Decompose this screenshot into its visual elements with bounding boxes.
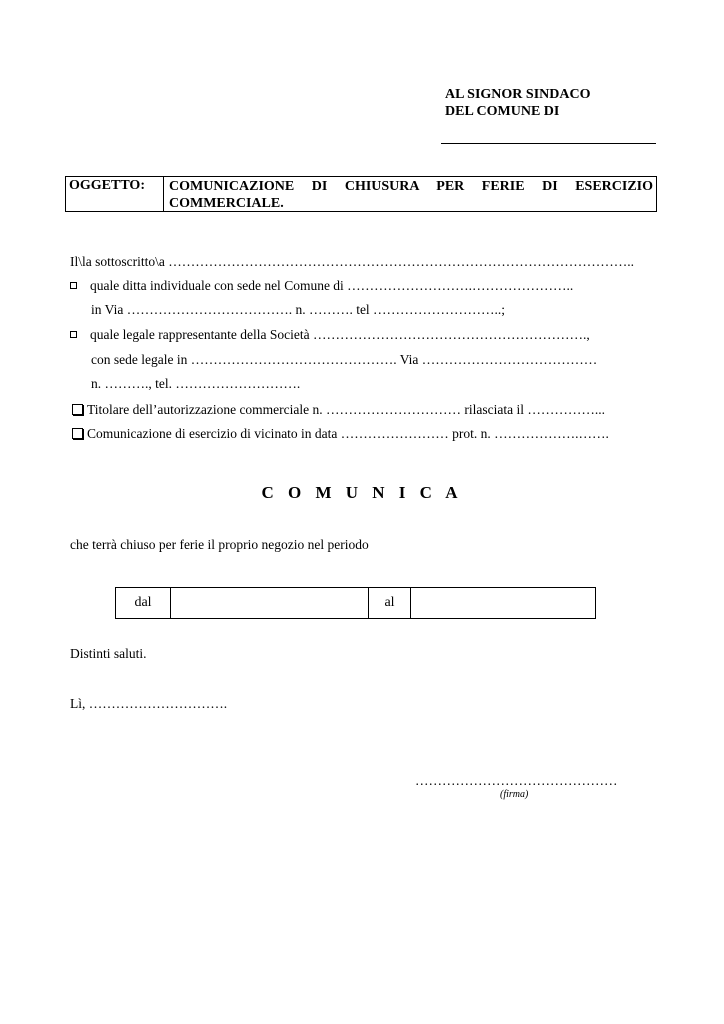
- from-label: dal: [116, 588, 171, 618]
- square-bullet-icon: [70, 282, 77, 289]
- subject-text: COMUNICAZIONE DI CHIUSURA PER FERIE DI ESERCIZIO COMMERCIALE.: [169, 179, 653, 211]
- subject-box: [65, 176, 657, 212]
- period-intro: che terrà chiuso per ferie il proprio negozio nel periodo: [70, 537, 369, 552]
- checkbox-icon[interactable]: [72, 404, 83, 415]
- option-sole-proprietor-text: quale ditta individuale con sede nel Comune di ……………………….…………………..: [90, 278, 574, 293]
- option-legal-representative: [70, 327, 590, 343]
- place-date-line: Lì, ………………………….: [70, 696, 228, 711]
- period-table: [115, 587, 596, 619]
- option-sole-proprietor: [70, 278, 573, 294]
- recipient-line-1: AL SIGNOR SINDACO: [445, 87, 591, 102]
- recipient-line-2: DEL COMUNE DI: [445, 104, 560, 119]
- document-title: C O M U N I C A: [261, 483, 463, 502]
- checkbox-icon[interactable]: [72, 428, 83, 439]
- legal-seat-line: con sede legale in ………………………………………. Via …………………………………: [91, 352, 598, 367]
- undersigned-line: Il\la sottoscritto\a …………………………………………………………………………………………..: [70, 254, 634, 269]
- option-sole-proprietor-address: in Via ………………………………. n. ………. tel ………………………..;: [91, 302, 506, 317]
- from-date-field[interactable]: [171, 588, 369, 618]
- option-legal-representative-text: quale legale rappresentante della Società …………………………………………………….,: [90, 327, 590, 342]
- signature-label: (firma): [500, 789, 529, 800]
- to-date-field[interactable]: [411, 588, 595, 618]
- checkbox-neighborhood-business[interactable]: [72, 426, 609, 442]
- subject-label: OGGETTO:: [66, 177, 164, 211]
- closing-greeting: Distinti saluti.: [70, 646, 147, 661]
- checkbox-authorization-text: Titolare dell’autorizzazione commerciale n. ………………………… rilasciata il ……………...: [87, 402, 605, 417]
- square-bullet-icon: [70, 331, 77, 338]
- recipient-block: [445, 86, 590, 120]
- checkbox-authorization[interactable]: [72, 402, 605, 418]
- signature-line: ………………………………………: [415, 773, 618, 788]
- municipality-blank-line: [441, 143, 656, 144]
- legal-seat-phone-line: n. ………., tel. ……………………….: [91, 376, 301, 391]
- checkbox-neighborhood-business-text: Comunicazione di esercizio di vicinato in data …………………… prot. n. ……………….…….: [87, 426, 609, 441]
- to-label: al: [369, 588, 411, 618]
